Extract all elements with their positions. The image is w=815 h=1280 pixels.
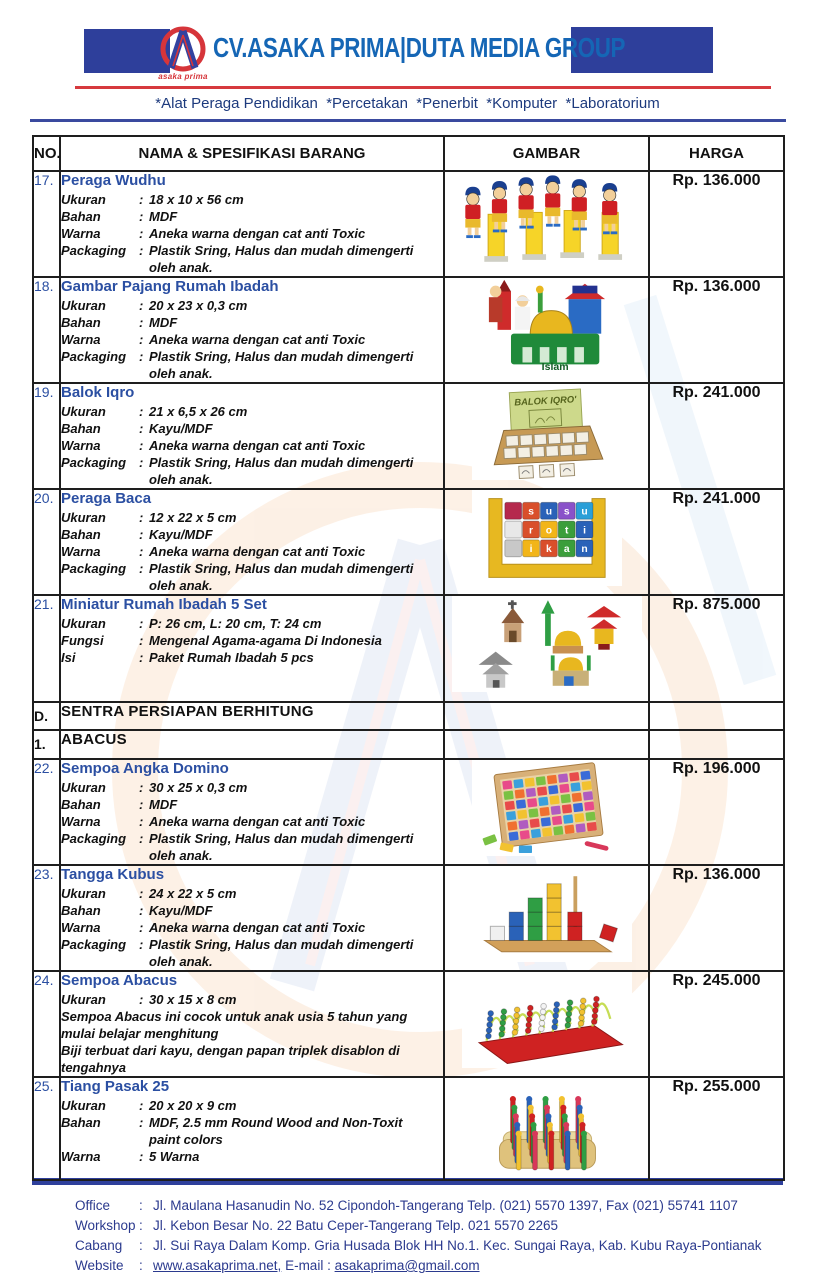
spec-value: Aneka warna dengan cat anti Toxic bbox=[149, 920, 366, 935]
company-name: CV.ASAKA PRIMA|DUTA MEDIA GROUP bbox=[213, 32, 626, 63]
product-image-miniatur-rumah-ibadah bbox=[452, 596, 642, 692]
product-image-cell bbox=[444, 759, 649, 865]
section-number: 1. bbox=[33, 730, 60, 759]
row-number: 19. bbox=[33, 383, 60, 489]
spec-value: Plastik Sring, Halus dan mudah dimengerti oleh anak. bbox=[149, 349, 414, 381]
email-link[interactable]: asakaprima@gmail.com bbox=[334, 1258, 480, 1273]
spec-value: MDF, 2.5 mm Round Wood and Non-Toxit paint colors bbox=[149, 1115, 403, 1147]
svg-text:u: u bbox=[580, 506, 588, 518]
spec-label: Ukuran bbox=[61, 298, 106, 313]
spec-value: 18 x 10 x 56 cm bbox=[149, 192, 244, 207]
spec-label: Packaging bbox=[61, 831, 127, 846]
footer-label: Office bbox=[75, 1198, 111, 1213]
svg-text:r: r bbox=[528, 525, 533, 537]
product-price: Rp. 241.000 bbox=[649, 383, 784, 489]
spec-label: Ukuran bbox=[61, 886, 106, 901]
product-image-cell bbox=[444, 383, 649, 489]
table-header-row bbox=[33, 136, 784, 171]
svg-text:i: i bbox=[529, 544, 532, 556]
spec-value: Plastik Sring, Halus dan mudah dimengerti oleh anak. bbox=[149, 455, 414, 487]
footer-row: Website : www.asakaprima.net, E-mail : asakaprima@gmail.com bbox=[75, 1256, 775, 1276]
section-empty-gambar bbox=[444, 702, 649, 730]
product-image-cell bbox=[444, 971, 649, 1077]
spec-label: Bahan bbox=[61, 421, 101, 436]
table-row bbox=[33, 489, 784, 595]
spec-value: 12 x 22 x 5 cm bbox=[149, 510, 237, 525]
spec-line: Bahan : Kayu/MDF bbox=[61, 527, 213, 542]
spec-value: 20 x 20 x 9 cm bbox=[149, 1098, 237, 1113]
spec-label: Bahan bbox=[61, 209, 101, 224]
spec-label: Warna bbox=[61, 814, 101, 829]
product-name: Peraga Baca bbox=[61, 490, 152, 507]
product-image-gambar-pajang-rumah-ibadah bbox=[484, 278, 609, 374]
section-row bbox=[33, 730, 784, 759]
spec-label: Bahan bbox=[61, 315, 101, 330]
spec-label: Packaging bbox=[61, 455, 127, 470]
section-row bbox=[33, 702, 784, 730]
services-line: *Alat Peraga Pendidikan *Percetakan *Penerbit *Komputer *Laboratorium bbox=[155, 95, 660, 112]
product-description-cell bbox=[60, 759, 444, 865]
spec-line: Warna : Aneka warna dengan cat anti Toxic bbox=[61, 438, 366, 453]
product-description-cell bbox=[60, 595, 444, 702]
section-empty-harga bbox=[649, 730, 784, 759]
spec-label: Bahan bbox=[61, 1115, 101, 1130]
spec-label: Warna bbox=[61, 226, 101, 241]
table-row bbox=[33, 759, 784, 865]
spec-label: Bahan bbox=[61, 527, 101, 542]
svg-text:s: s bbox=[527, 506, 534, 518]
page-footer bbox=[75, 1196, 775, 1276]
spec-value: Kayu/MDF bbox=[149, 421, 213, 436]
table-row bbox=[33, 595, 784, 702]
spec-line: Bahan : Kayu/MDF bbox=[61, 421, 213, 436]
row-number: 20. bbox=[33, 489, 60, 595]
svg-text:k: k bbox=[545, 544, 552, 556]
spec-line: Ukuran : 18 x 10 x 56 cm bbox=[61, 192, 244, 207]
spec-line: Ukuran : 20 x 23 x 0,3 cm bbox=[61, 298, 248, 313]
spec-label: Warna bbox=[61, 544, 101, 559]
spec-value: Mengenal Agama-agama Di Indonesia bbox=[149, 633, 382, 648]
website-link[interactable]: www.asakaprima.net, bbox=[153, 1258, 282, 1273]
spec-line: Ukuran : 30 x 25 x 0,3 cm bbox=[61, 780, 248, 795]
table-row bbox=[33, 277, 784, 383]
spec-line: Packaging : Plastik Sring, Halus dan mudah dimengerti oleh anak. bbox=[61, 242, 443, 276]
product-image-cell bbox=[444, 277, 649, 383]
product-price: Rp. 136.000 bbox=[649, 865, 784, 971]
spec-label: Packaging bbox=[61, 561, 127, 576]
spec-label: Ukuran bbox=[61, 780, 106, 795]
product-image-cell bbox=[444, 489, 649, 595]
table-row bbox=[33, 383, 784, 489]
spec-line: Warna : Aneka warna dengan cat anti Toxic bbox=[61, 544, 366, 559]
svg-text:u: u bbox=[545, 506, 552, 518]
spec-line: Warna : Aneka warna dengan cat anti Toxic bbox=[61, 814, 366, 829]
spec-value: Kayu/MDF bbox=[149, 903, 213, 918]
spec-label: Ukuran bbox=[61, 192, 106, 207]
spec-label: Ukuran bbox=[61, 616, 106, 631]
row-number: 25. bbox=[33, 1077, 60, 1180]
product-description-cell bbox=[60, 865, 444, 971]
product-name: Sempoa Angka Domino bbox=[61, 760, 229, 777]
product-image-peraga-baca bbox=[472, 490, 622, 586]
product-image-cell bbox=[444, 1077, 649, 1180]
footer-label: Workshop bbox=[75, 1218, 136, 1233]
spec-value: MDF bbox=[149, 315, 178, 330]
spec-line: Bahan : Kayu/MDF bbox=[61, 903, 213, 918]
spec-value: Plastik Sring, Halus dan mudah dimengerti oleh anak. bbox=[149, 937, 414, 969]
footer-label: Website bbox=[75, 1258, 124, 1273]
footer-row: Office : Jl. Maulana Hasanudin No. 52 Cipondoh-Tangerang Telp. (021) 5570 1397, Fax (021) 55741 1107 bbox=[75, 1196, 775, 1216]
spec-line: Packaging : Plastik Sring, Halus dan mudah dimengerti oleh anak. bbox=[61, 348, 443, 382]
row-number: 18. bbox=[33, 277, 60, 383]
spec-label: Warna bbox=[61, 438, 101, 453]
product-description-cell bbox=[60, 171, 444, 277]
spec-line: Ukuran : 30 x 15 x 8 cm bbox=[61, 992, 237, 1007]
logo-caption: asaka prima bbox=[158, 72, 208, 81]
spec-value: Aneka warna dengan cat anti Toxic bbox=[149, 226, 366, 241]
svg-text:t: t bbox=[564, 525, 568, 537]
spec-line: Isi : Paket Rumah Ibadah 5 pcs bbox=[61, 650, 314, 665]
product-image-cell bbox=[444, 865, 649, 971]
spec-value: Plastik Sring, Halus dan mudah dimengerti oleh anak. bbox=[149, 243, 414, 275]
footer-row: Cabang : Jl. Sui Raya Dalam Komp. Gria Husada Blok HH No.1. Kec. Sungai Raya, Kab. Kubu Raya-Pontianak bbox=[75, 1236, 775, 1256]
row-number: 24. bbox=[33, 971, 60, 1077]
spec-line: Packaging : Plastik Sring, Halus dan mudah dimengerti oleh anak. bbox=[61, 936, 443, 970]
spec-line: Ukuran : 21 x 6,5 x 26 cm bbox=[61, 404, 248, 419]
spec-value: 20 x 23 x 0,3 cm bbox=[149, 298, 248, 313]
product-image-tangga-kubus bbox=[462, 866, 632, 962]
product-name: Sempoa Abacus bbox=[61, 972, 178, 989]
spec-line: Ukuran : 20 x 20 x 9 cm bbox=[61, 1098, 237, 1113]
table-row bbox=[33, 1077, 784, 1180]
header-red-divider bbox=[75, 86, 771, 89]
row-number: 21. bbox=[33, 595, 60, 702]
product-price: Rp. 136.000 bbox=[649, 277, 784, 383]
spec-value: MDF bbox=[149, 797, 178, 812]
footer-value: Jl. Sui Raya Dalam Komp. Gria Husada Blok HH No.1. Kec. Sungai Raya, Kab. Kubu Raya-Pontianak bbox=[153, 1238, 762, 1253]
col-harga: HARGA bbox=[649, 136, 784, 171]
product-image-sempoa-angka-domino bbox=[472, 760, 622, 856]
spec-value: MDF bbox=[149, 209, 178, 224]
spec-value: Plastik Sring, Halus dan mudah dimengerti oleh anak. bbox=[149, 561, 414, 593]
product-price: Rp. 136.000 bbox=[649, 171, 784, 277]
svg-text:o: o bbox=[545, 525, 552, 537]
product-name: Peraga Wudhu bbox=[61, 172, 166, 189]
svg-text:s: s bbox=[563, 506, 570, 518]
spec-line: Packaging : Plastik Sring, Halus dan mudah dimengerti oleh anak. bbox=[61, 830, 443, 864]
spec-value: 24 x 22 x 5 cm bbox=[149, 886, 237, 901]
product-price: Rp. 875.000 bbox=[649, 595, 784, 702]
table-row bbox=[33, 865, 784, 971]
section-title: SENTRA PERSIAPAN BERHITUNG bbox=[60, 702, 444, 730]
spec-label: Bahan bbox=[61, 903, 101, 918]
spec-label: Packaging bbox=[61, 243, 127, 258]
spec-value: 30 x 25 x 0,3 cm bbox=[149, 780, 248, 795]
col-no: NO. bbox=[33, 136, 60, 171]
spec-value: 21 x 6,5 x 26 cm bbox=[149, 404, 248, 419]
spec-line: Ukuran : 12 x 22 x 5 cm bbox=[61, 510, 237, 525]
row-number: 23. bbox=[33, 865, 60, 971]
product-price: Rp. 241.000 bbox=[649, 489, 784, 595]
spec-value: 30 x 15 x 8 cm bbox=[149, 992, 237, 1007]
spec-note: Biji terbuat dari kayu, dengan papan triplek disablon di tengahnya bbox=[61, 1043, 400, 1075]
spec-label: Ukuran bbox=[61, 404, 106, 419]
spec-line: Warna : Aneka warna dengan cat anti Toxic bbox=[61, 920, 366, 935]
product-price: Rp. 196.000 bbox=[649, 759, 784, 865]
spec-value: Plastik Sring, Halus dan mudah dimengerti oleh anak. bbox=[149, 831, 414, 863]
spec-line: Fungsi : Mengenal Agama-agama Di Indonesia bbox=[61, 633, 382, 648]
svg-text:Islam: Islam bbox=[541, 361, 569, 374]
header-blue-divider bbox=[30, 119, 786, 122]
footer-row: Workshop : Jl. Kebon Besar No. 22 Batu Ceper-Tangerang Telp. 021 5570 2265 bbox=[75, 1216, 775, 1236]
col-gambar: GAMBAR bbox=[444, 136, 649, 171]
spec-line: Warna : Aneka warna dengan cat anti Toxic bbox=[61, 226, 366, 241]
row-number: 17. bbox=[33, 171, 60, 277]
spec-line: Packaging : Plastik Sring, Halus dan mudah dimengerti oleh anak. bbox=[61, 560, 443, 594]
spec-value: 5 Warna bbox=[149, 1149, 200, 1164]
spec-label: Fungsi bbox=[61, 633, 104, 648]
product-description-cell bbox=[60, 489, 444, 595]
product-image-peraga-wudhu bbox=[452, 172, 642, 268]
svg-text:n: n bbox=[580, 544, 588, 556]
spec-line: Bahan : MDF bbox=[61, 209, 178, 224]
table-row bbox=[33, 171, 784, 277]
footer-value: Jl. Kebon Besar No. 22 Batu Ceper-Tangerang Telp. 021 5570 2265 bbox=[153, 1218, 559, 1233]
svg-text:a: a bbox=[563, 544, 570, 556]
product-price: Rp. 255.000 bbox=[649, 1077, 784, 1180]
spec-value: Kayu/MDF bbox=[149, 527, 213, 542]
section-number: D. bbox=[33, 702, 60, 730]
spec-label: Isi bbox=[61, 650, 76, 665]
product-image-tiang-pasak-25 bbox=[484, 1078, 609, 1174]
spec-value: Paket Rumah Ibadah 5 pcs bbox=[149, 650, 314, 665]
table-row bbox=[33, 971, 784, 1077]
spec-label: Warna bbox=[61, 1149, 101, 1164]
spec-label: Packaging bbox=[61, 937, 127, 952]
section-empty-gambar bbox=[444, 730, 649, 759]
footer-value: www.asakaprima.net, E-mail : asakaprima@gmail.com bbox=[153, 1258, 480, 1273]
row-number: 22. bbox=[33, 759, 60, 865]
product-price: Rp. 245.000 bbox=[649, 971, 784, 1077]
product-image-balok-iqro bbox=[472, 384, 622, 480]
product-rows bbox=[33, 171, 784, 1180]
section-title: ABACUS bbox=[60, 730, 444, 759]
spec-line: Ukuran : 24 x 22 x 5 cm bbox=[61, 886, 237, 901]
product-name: Miniatur Rumah Ibadah 5 Set bbox=[61, 596, 267, 613]
footer-value: Jl. Maulana Hasanudin No. 52 Cipondoh-Tangerang Telp. (021) 5570 1397, Fax (021) 55741 1107 bbox=[153, 1198, 738, 1213]
spec-label: Bahan bbox=[61, 797, 101, 812]
product-name: Tiang Pasak 25 bbox=[61, 1078, 170, 1095]
product-description-cell bbox=[60, 383, 444, 489]
product-name: Gambar Pajang Rumah Ibadah bbox=[61, 278, 279, 295]
svg-text:i: i bbox=[582, 525, 586, 537]
spec-note: Sempoa Abacus ini cocok untuk anak usia 5 tahun yang mulai belajar menghitung bbox=[61, 1009, 408, 1041]
spec-label: Packaging bbox=[61, 349, 127, 364]
spec-line: Bahan : MDF bbox=[61, 797, 178, 812]
product-image-cell bbox=[444, 171, 649, 277]
product-image-cell bbox=[444, 595, 649, 702]
spec-line: Bahan : MDF, 2.5 mm Round Wood and Non-Toxit paint colors bbox=[61, 1114, 443, 1148]
spec-label: Ukuran bbox=[61, 510, 106, 525]
spec-line: Warna : 5 Warna bbox=[61, 1149, 200, 1164]
spec-value: Aneka warna dengan cat anti Toxic bbox=[149, 332, 366, 347]
spec-line: Bahan : MDF bbox=[61, 315, 178, 330]
col-name-spec: NAMA & SPESIFIKASI BARANG bbox=[60, 136, 444, 171]
product-table bbox=[32, 135, 785, 1181]
spec-value: P: 26 cm, L: 20 cm, T: 24 cm bbox=[149, 616, 322, 631]
spec-label: Ukuran bbox=[61, 992, 106, 1007]
product-description-cell bbox=[60, 277, 444, 383]
spec-value: Aneka warna dengan cat anti Toxic bbox=[149, 544, 366, 559]
product-image-sempoa-abacus bbox=[462, 972, 632, 1068]
product-name: Tangga Kubus bbox=[61, 866, 165, 883]
footer-label: Cabang bbox=[75, 1238, 123, 1253]
spec-value: Aneka warna dengan cat anti Toxic bbox=[149, 814, 366, 829]
spec-label: Warna bbox=[61, 920, 101, 935]
spec-value: Aneka warna dengan cat anti Toxic bbox=[149, 438, 366, 453]
spec-line: Warna : Aneka warna dengan cat anti Toxic bbox=[61, 332, 366, 347]
svg-text:BALOK IQRO': BALOK IQRO' bbox=[513, 394, 577, 408]
product-description-cell bbox=[60, 1077, 444, 1180]
product-description-cell bbox=[60, 971, 444, 1077]
spec-line: Packaging : Plastik Sring, Halus dan mudah dimengerti oleh anak. bbox=[61, 454, 443, 488]
spec-label: Warna bbox=[61, 332, 101, 347]
section-empty-harga bbox=[649, 702, 784, 730]
spec-line: Ukuran : P: 26 cm, L: 20 cm, T: 24 cm bbox=[61, 616, 322, 631]
spec-label: Ukuran bbox=[61, 1098, 106, 1113]
product-name: Balok Iqro bbox=[61, 384, 135, 401]
